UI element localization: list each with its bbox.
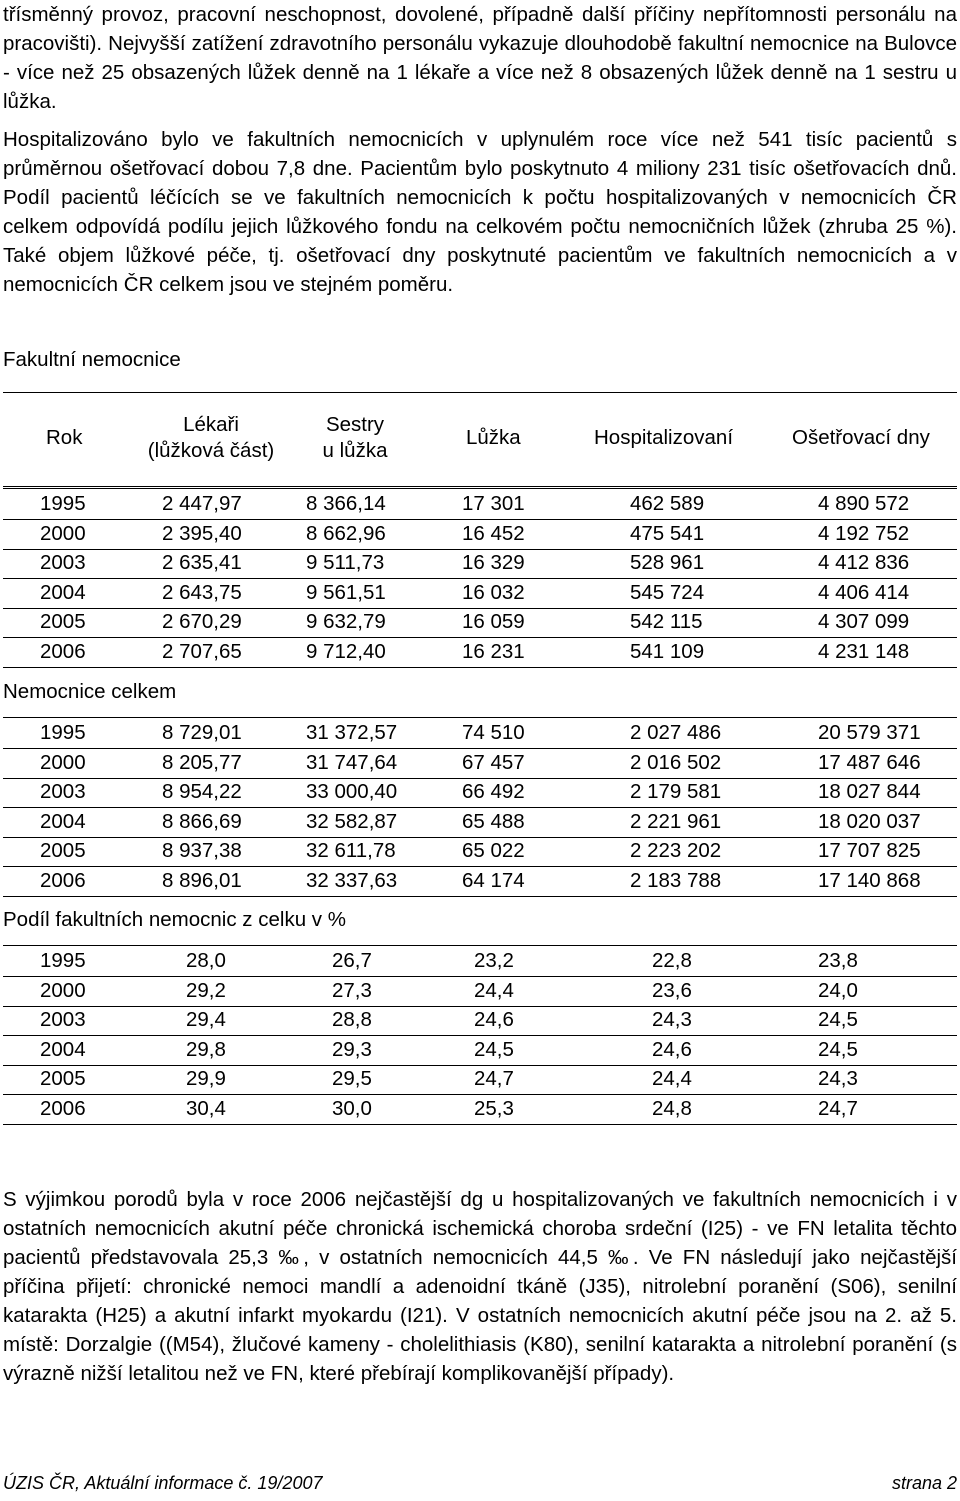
table-row-celkem-cell: 64 174	[462, 869, 525, 892]
row-rule	[3, 667, 957, 668]
table-row-fakultni-cell: 9 561,51	[306, 580, 386, 604]
table-row-podil-cell: 29,3	[332, 1037, 372, 1061]
table-row-podil-cell: 24,6	[652, 1037, 692, 1061]
table-row-celkem-cell: 18 027 844	[818, 780, 921, 804]
table-row-podil-cell: 2005	[40, 1067, 86, 1091]
table-row-podil-cell: 2006	[40, 1097, 86, 1120]
section-title-celkem: Nemocnice celkem	[3, 680, 177, 703]
row-rule	[3, 1094, 957, 1095]
table-row-fakultni-cell: 2000	[40, 521, 86, 545]
table-row-celkem-cell: 17 707 825	[818, 839, 921, 863]
table-row-fakultni-cell: 2 707,65	[162, 640, 242, 663]
table-row-podil-cell: 24,4	[474, 978, 514, 1002]
table-row-podil-cell: 24,6	[474, 1008, 514, 1032]
row-rule	[3, 778, 957, 779]
table-row-fakultni-cell: 542 115	[630, 610, 703, 634]
table-row-fakultni-cell: 2006	[40, 640, 86, 663]
table-row-celkem-cell: 32 582,87	[306, 809, 398, 833]
table-row-fakultni-cell: 4 412 836	[818, 551, 910, 575]
row-rule	[3, 1124, 957, 1125]
table-row-fakultni-cell: 2003	[40, 551, 86, 575]
table-row-fakultni-cell: 16 452	[462, 521, 525, 545]
table-row-fakultni-cell: 2005	[40, 610, 86, 634]
table-row-celkem-cell: 2 179 581	[630, 780, 722, 804]
row-rule	[3, 976, 957, 977]
table-row-podil-cell: 30,4	[186, 1097, 226, 1120]
header-lekari-line1: Lékaři	[183, 413, 239, 436]
table-row-celkem-cell: 2 027 486	[630, 721, 722, 744]
diagnosis-paragraph: S výjimkou porodů byla v roce 2006 nejčastější dg u hospitalizovaných ve fakultních nemocnicích i v ostatních nemocnicích akutní péče chronická ischemická choroba srdeční (I25) - ve FN letalita těchto pacientů představovala 25,3 ‰, v ostatních nemocnicích 44,5 ‰. Ve FN následují jako nejčastější příčina přijetí: chronické nemoci mandlí a adenoidní tkáně (J35), nitrolební poranění (S06), senilní katarakta (H25) a akutní infarkt myokardu (I21). V ostatních nemocnicích akutní péče jsou na 2. až 5. místě: Dorzalgie ((M54), žlučové kameny - cholelithiasis (K80), senilní katarakta a nitrolební poranění (s výrazně nižší letalitou než ve FN, které přebírají komplikovanější případy).	[3, 1188, 957, 1385]
table-row-celkem-cell: 17 140 868	[818, 869, 921, 892]
table-row-podil-cell: 1995	[40, 949, 86, 972]
header-sestry	[300, 412, 410, 464]
table-row-podil-cell: 24,4	[652, 1067, 692, 1091]
footer-page-number: strana 2	[891, 1473, 957, 1493]
table-row-fakultni-cell: 4 890 572	[818, 492, 910, 515]
table-row-celkem-cell: 2005	[40, 839, 86, 863]
table-row-podil-cell: 27,3	[332, 978, 372, 1002]
table-row-podil-cell: 24,5	[818, 1037, 858, 1061]
table-row-fakultni-cell: 462 589	[630, 492, 705, 515]
table-row-celkem-cell: 32 337,63	[306, 869, 398, 892]
table-row-celkem-cell: 8 205,77	[162, 750, 242, 774]
table-row-podil-cell: 2000	[40, 978, 86, 1002]
table-row-podil-cell: 24,8	[652, 1097, 692, 1120]
table-row-fakultni-cell: 4 231 148	[818, 640, 910, 663]
row-rule	[3, 896, 957, 897]
table-row-fakultni-cell: 9 632,79	[306, 610, 386, 634]
table-row-podil-cell: 2003	[40, 1008, 86, 1032]
table-row-podil-cell: 28,0	[186, 949, 226, 972]
table-row-celkem-cell: 65 022	[462, 839, 525, 863]
table-row-podil-cell: 24,3	[652, 1008, 692, 1032]
table-row-fakultni-cell: 16 231	[462, 640, 525, 663]
table-row-celkem-cell: 66 492	[462, 780, 525, 804]
table-row-celkem-cell: 67 457	[462, 750, 525, 774]
intro-paragraph: třísměnný provoz, pracovní neschopnost, dovolené, případně další příčiny nepřítomnosti personálu na pracovišti). Nejvyšší zatížení zdravotního personálu vykazuje dlouhodobě fakultní nemocnice na Bulovce - více než 25 obsazených lůžek denně na 1 lékaře a více než 8 obsazených lůžek denně na 1 sestru u lůžka.	[3, 3, 957, 113]
table-row-fakultni-cell: 1995	[40, 492, 86, 515]
table-row-fakultni-cell: 8 662,96	[306, 521, 386, 545]
table-row-fakultni-cell: 4 406 414	[818, 580, 910, 604]
table-row-podil-cell: 24,5	[818, 1008, 858, 1032]
table-row-celkem-cell: 31 372,57	[306, 721, 398, 744]
table-row-celkem-cell: 8 954,22	[162, 780, 242, 804]
table-row-podil-cell: 24,3	[818, 1067, 858, 1091]
table-row-celkem-cell: 1995	[40, 721, 86, 744]
table-row-fakultni-cell: 2004	[40, 580, 86, 604]
table-row-podil-cell: 28,8	[332, 1008, 372, 1032]
header-luzka: Lůžka	[466, 426, 521, 449]
table-row-fakultni-cell: 9 511,73	[306, 551, 385, 575]
table-row-fakultni-cell: 9 712,40	[306, 640, 386, 663]
table-row-fakultni-cell: 541 109	[630, 640, 705, 663]
table-row-fakultni-cell: 528 961	[630, 551, 705, 575]
header-sestry-line2: u lůžka	[322, 439, 388, 462]
table-row-podil-cell: 24,5	[474, 1037, 514, 1061]
table-row-celkem-cell: 8 729,01	[162, 721, 242, 744]
row-rule	[3, 866, 957, 867]
table-row-fakultni-cell: 2 635,41	[162, 551, 242, 575]
table-row-podil-cell: 24,7	[474, 1067, 514, 1091]
table-row-podil-cell: 29,5	[332, 1067, 372, 1091]
table-row-celkem-cell: 2 183 788	[630, 869, 722, 892]
table-row-celkem-cell: 2000	[40, 750, 86, 774]
table-row-podil-cell: 2004	[40, 1037, 86, 1061]
table-row-fakultni-cell: 2 395,40	[162, 521, 242, 545]
table-row-celkem-cell: 2006	[40, 869, 86, 892]
section2-top-rule	[3, 717, 957, 718]
footer-source: ÚZIS ČR, Aktuální informace č. 19/2007	[3, 1473, 323, 1493]
row-rule	[3, 549, 957, 550]
table-row-podil-cell: 29,8	[186, 1037, 226, 1061]
table-top-rule	[3, 392, 957, 393]
table-row-fakultni-cell: 2 643,75	[162, 580, 242, 604]
table-row-celkem-cell: 74 510	[462, 721, 525, 744]
table-row-celkem-cell: 8 896,01	[162, 869, 242, 892]
row-rule	[3, 1006, 957, 1007]
table-row-fakultni-cell: 16 329	[462, 551, 525, 575]
table-row-fakultni-cell: 4 307 099	[818, 610, 910, 634]
table-row-podil-cell: 29,9	[186, 1067, 226, 1091]
table-row-celkem-cell: 2 016 502	[630, 750, 722, 774]
table-row-celkem-cell: 2004	[40, 809, 86, 833]
section3-top-rule	[3, 945, 957, 946]
table-row-podil-cell: 24,0	[818, 978, 858, 1002]
table-row-celkem-cell: 20 579 371	[818, 721, 921, 744]
header-lekari	[136, 412, 286, 464]
table-row-podil-cell: 23,6	[652, 978, 692, 1002]
row-rule	[3, 1065, 957, 1066]
table-row-celkem-cell: 2 221 961	[630, 809, 722, 833]
table-row-podil-cell: 30,0	[332, 1097, 372, 1120]
table-title-fakultni: Fakultní nemocnice	[3, 348, 181, 371]
table-row-celkem-cell: 2003	[40, 780, 86, 804]
row-rule	[3, 519, 957, 520]
table-row-fakultni-cell: 2 447,97	[162, 492, 242, 515]
table-row-podil-cell: 23,8	[818, 949, 858, 972]
row-rule	[3, 748, 957, 749]
row-rule	[3, 1035, 957, 1036]
table-row-podil-cell: 25,3	[474, 1097, 514, 1120]
table-row-celkem-cell: 65 488	[462, 809, 525, 833]
table-row-podil-cell: 26,7	[332, 949, 372, 972]
header-lekari-line2: (lůžková část)	[147, 439, 275, 462]
table-row-celkem-cell: 8 937,38	[162, 839, 242, 863]
table-row-fakultni-cell: 16 032	[462, 580, 525, 604]
table-row-fakultni-cell: 4 192 752	[818, 521, 910, 545]
table-row-podil-cell: 29,2	[186, 978, 226, 1002]
row-rule	[3, 837, 957, 838]
table-row-celkem-cell: 17 487 646	[818, 750, 921, 774]
table-row-podil-cell: 24,7	[818, 1097, 858, 1120]
header-sestry-line1: Sestry	[325, 413, 385, 436]
section-title-podil: Podíl fakultních nemocnic z celku v %	[3, 908, 346, 931]
table-row-fakultni-cell: 16 059	[462, 610, 525, 634]
header-hospitalizovani: Hospitalizovaní	[594, 426, 734, 449]
row-rule	[3, 807, 957, 808]
table-row-celkem-cell: 8 866,69	[162, 809, 242, 833]
table-row-fakultni-cell: 17 301	[462, 492, 525, 515]
table-header-rule	[3, 486, 957, 489]
table-row-fakultni-cell: 475 541	[630, 521, 705, 545]
table-row-celkem-cell: 33 000,40	[306, 780, 398, 804]
row-rule	[3, 608, 957, 609]
table-row-podil-cell: 22,8	[652, 949, 692, 972]
row-rule	[3, 578, 957, 579]
table-row-podil-cell: 23,2	[474, 949, 514, 972]
table-row-celkem-cell: 32 611,78	[306, 839, 396, 863]
table-row-celkem-cell: 2 223 202	[630, 839, 722, 863]
table-row-podil-cell: 29,4	[186, 1008, 226, 1032]
header-rok: Rok	[46, 426, 83, 449]
table-row-fakultni-cell: 545 724	[630, 580, 705, 604]
table-row-fakultni-cell: 8 366,14	[306, 492, 386, 515]
hospitalization-paragraph: Hospitalizováno bylo ve fakultních nemocnicích v uplynulém roce více než 541 tisíc pacientů s průměrnou ošetřovací dobou 7,8 dne. Pacientům bylo poskytnuto 4 miliony 231 tisíc ošetřovacích dnů. Podíl pacientů léčících se ve fakultních nemocnicích k počtu hospitalizovaných v nemocnicích ČR celkem odpovídá podílu jejich lůžkového fondu na celkovém počtu nemocničních lůžek (zhruba 25 %). Také objem lůžkové péče, tj. ošetřovací dny poskytnuté pacientům ve fakultních nemocnicích a v nemocnicích ČR celkem jsou ve stejném poměru.	[3, 128, 957, 296]
table-row-celkem-cell: 18 020 037	[818, 809, 921, 833]
header-osetrovaci-dny: Ošetřovací dny	[792, 426, 930, 449]
table-row-celkem-cell: 31 747,64	[306, 750, 398, 774]
row-rule	[3, 637, 957, 638]
table-row-fakultni-cell: 2 670,29	[162, 610, 242, 634]
